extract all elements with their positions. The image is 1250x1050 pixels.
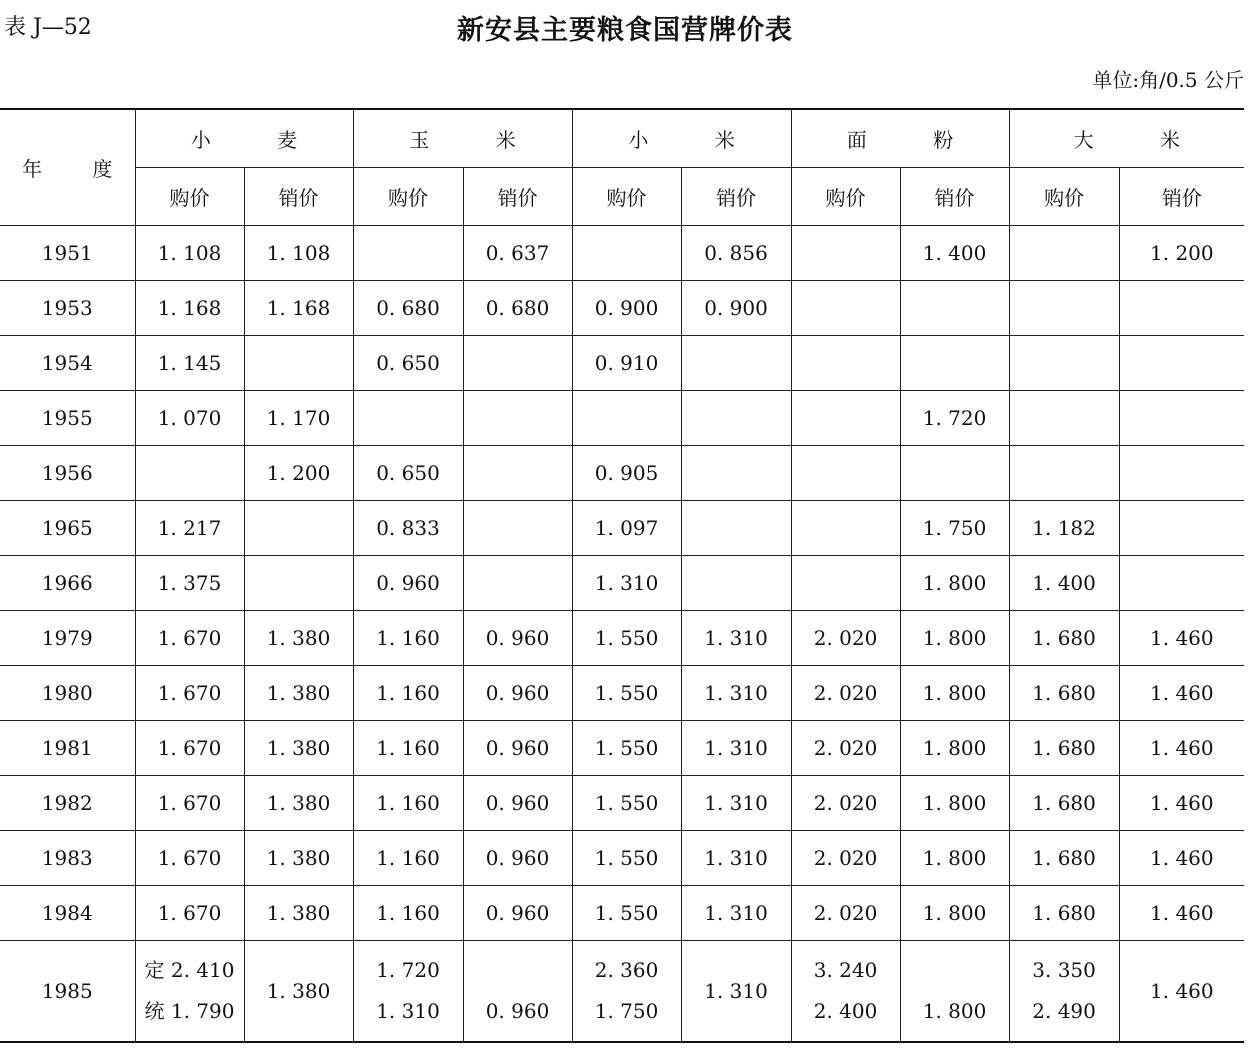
price-cell: 0. 960 — [463, 886, 572, 941]
price-cell: 1. 160 — [353, 721, 463, 776]
price-line: 1. 750 — [594, 999, 659, 1023]
price-cell: 1. 168 — [135, 281, 244, 336]
price-cell: 1. 380 — [244, 776, 353, 831]
price-cell — [791, 446, 900, 501]
price-cell: 2. 020 — [791, 611, 900, 666]
price-cell — [1119, 501, 1244, 556]
price-cell — [463, 446, 572, 501]
price-cell: 1. 380 — [244, 886, 353, 941]
year-cell: 1955 — [0, 391, 135, 446]
price-cell: 1. 670 — [135, 611, 244, 666]
price-cell — [900, 941, 1009, 1043]
price-cell: 1. 680 — [1009, 721, 1119, 776]
price-cell: 1. 380 — [244, 666, 353, 721]
price-table — [0, 108, 1244, 1043]
price-line — [901, 950, 1009, 991]
price-cell — [681, 336, 791, 391]
price-cell: 1. 460 — [1119, 721, 1244, 776]
year-cell: 1980 — [0, 666, 135, 721]
year-cell: 1966 — [0, 556, 135, 611]
price-line: 2. 490 — [1032, 999, 1096, 1023]
price-cell: 1. 380 — [244, 721, 353, 776]
price-cell: 1. 380 — [244, 831, 353, 886]
price-cell: 1. 160 — [353, 666, 463, 721]
sub-header-cell: 购价 — [135, 168, 244, 226]
price-cell: 1. 800 — [900, 886, 1009, 941]
price-line: 1. 380 — [266, 978, 331, 1003]
table-row — [0, 391, 1244, 446]
price-cell: 0. 905 — [572, 446, 681, 501]
price-cell: 1. 375 — [135, 556, 244, 611]
price-cell — [1119, 941, 1244, 1043]
price-cell: 1. 400 — [900, 226, 1009, 281]
price-cell — [1119, 336, 1244, 391]
price-line: 1. 310 — [704, 978, 768, 1003]
price-line: 1. 460 — [1150, 978, 1214, 1003]
price-cell: 1. 680 — [1009, 666, 1119, 721]
year-cell: 1983 — [0, 831, 135, 886]
price-cell: 1. 680 — [1009, 831, 1119, 886]
price-cell — [791, 501, 900, 556]
table-row — [0, 611, 1244, 666]
price-cell: 0. 960 — [463, 666, 572, 721]
price-cell — [791, 226, 900, 281]
year-cell: 1953 — [0, 281, 135, 336]
price-line: 1. 800 — [922, 999, 987, 1023]
price-cell: 1. 160 — [353, 776, 463, 831]
price-cell — [572, 391, 681, 446]
unit-note: 单位:角/0.5 公斤 — [1092, 68, 1244, 92]
price-cell — [463, 556, 572, 611]
price-line — [464, 950, 572, 991]
price-cell: 2. 020 — [791, 721, 900, 776]
price-cell: 1. 182 — [1009, 501, 1119, 556]
price-cell — [463, 941, 572, 1043]
table-row — [0, 226, 1244, 281]
table-row — [0, 556, 1244, 611]
price-cell — [463, 501, 572, 556]
price-cell — [791, 391, 900, 446]
price-cell: 1. 670 — [135, 776, 244, 831]
table-row — [0, 886, 1244, 941]
table-row — [0, 501, 1244, 556]
price-line: 统 1. 790 — [144, 999, 235, 1023]
table-row — [0, 336, 1244, 391]
price-cell — [900, 281, 1009, 336]
price-cell — [244, 336, 353, 391]
group-header-corn: 玉 米 — [353, 109, 572, 168]
sub-header-cell: 销价 — [681, 168, 791, 226]
sub-header-cell: 销价 — [1119, 168, 1244, 226]
price-cell — [681, 391, 791, 446]
price-line: 定 2. 410 — [144, 958, 235, 982]
price-cell: 1. 800 — [900, 776, 1009, 831]
price-cell: 2. 020 — [791, 886, 900, 941]
price-cell — [135, 941, 244, 1043]
price-cell: 1. 800 — [900, 611, 1009, 666]
price-cell — [900, 446, 1009, 501]
price-cell — [1009, 941, 1119, 1043]
price-cell: 1. 670 — [135, 666, 244, 721]
price-line: 2. 400 — [813, 999, 878, 1023]
price-cell: 1. 460 — [1119, 666, 1244, 721]
price-cell: 0. 856 — [681, 226, 791, 281]
price-cell — [1009, 226, 1119, 281]
sub-header-cell: 购价 — [353, 168, 463, 226]
price-cell: 1. 200 — [244, 446, 353, 501]
price-cell: 1. 310 — [572, 556, 681, 611]
price-cell — [353, 941, 463, 1043]
year-cell: 1956 — [0, 446, 135, 501]
price-cell: 1. 160 — [353, 611, 463, 666]
price-cell: 0. 960 — [463, 721, 572, 776]
price-cell: 1. 670 — [135, 721, 244, 776]
year-cell: 1985 — [0, 941, 135, 1043]
price-cell: 1. 800 — [900, 666, 1009, 721]
sub-header-cell: 销价 — [244, 168, 353, 226]
sub-header-cell: 购价 — [1009, 168, 1119, 226]
sub-header-cell: 销价 — [463, 168, 572, 226]
price-cell: 1. 097 — [572, 501, 681, 556]
price-cell: 1. 800 — [900, 721, 1009, 776]
price-cell — [681, 556, 791, 611]
year-cell: 1981 — [0, 721, 135, 776]
group-header-wheat: 小 麦 — [135, 109, 353, 168]
price-cell: 1. 310 — [681, 666, 791, 721]
price-cell: 1. 168 — [244, 281, 353, 336]
price-cell: 0. 833 — [353, 501, 463, 556]
price-cell: 1. 400 — [1009, 556, 1119, 611]
price-cell: 0. 960 — [353, 556, 463, 611]
price-cell — [1009, 281, 1119, 336]
price-cell — [353, 226, 463, 281]
price-cell — [1009, 391, 1119, 446]
price-cell — [1119, 391, 1244, 446]
price-cell — [463, 391, 572, 446]
price-cell: 0. 960 — [463, 776, 572, 831]
year-cell: 1982 — [0, 776, 135, 831]
price-cell: 1. 550 — [572, 886, 681, 941]
price-cell: 1. 720 — [900, 391, 1009, 446]
price-cell: 0. 637 — [463, 226, 572, 281]
price-line: 2. 360 — [594, 958, 659, 982]
price-cell: 0. 680 — [353, 281, 463, 336]
table-row-1985 — [0, 941, 1244, 1043]
price-cell: 0. 960 — [463, 831, 572, 886]
header-row-groups — [0, 109, 1244, 168]
price-cell: 1. 550 — [572, 831, 681, 886]
price-cell: 1. 170 — [244, 391, 353, 446]
price-cell: 1. 460 — [1119, 831, 1244, 886]
price-cell: 0. 910 — [572, 336, 681, 391]
table-row — [0, 281, 1244, 336]
price-cell: 1. 310 — [681, 611, 791, 666]
price-cell: 0. 900 — [681, 281, 791, 336]
table-row — [0, 446, 1244, 501]
price-cell: 0. 650 — [353, 446, 463, 501]
page-title: 新安县主要粮食国营牌价表 — [457, 15, 793, 46]
price-cell: 1. 310 — [681, 776, 791, 831]
year-cell: 1954 — [0, 336, 135, 391]
price-cell — [791, 336, 900, 391]
year-cell: 1979 — [0, 611, 135, 666]
table-row — [0, 666, 1244, 721]
price-cell — [900, 336, 1009, 391]
year-header: 年 度 — [0, 109, 135, 226]
sub-header-cell: 销价 — [900, 168, 1009, 226]
group-header-millet: 小 米 — [572, 109, 791, 168]
price-cell: 1. 160 — [353, 886, 463, 941]
price-cell — [1009, 336, 1119, 391]
price-cell — [135, 446, 244, 501]
table-label: 表 J—52 — [4, 15, 92, 40]
price-cell: 1. 200 — [1119, 226, 1244, 281]
price-cell: 1. 800 — [900, 831, 1009, 886]
sub-header-cell: 购价 — [791, 168, 900, 226]
year-cell: 1984 — [0, 886, 135, 941]
price-cell: 1. 460 — [1119, 611, 1244, 666]
price-cell: 1. 380 — [244, 611, 353, 666]
price-cell: 1. 550 — [572, 776, 681, 831]
table-row — [0, 831, 1244, 886]
price-cell — [244, 501, 353, 556]
price-cell: 1. 800 — [900, 556, 1009, 611]
price-cell — [681, 446, 791, 501]
price-cell — [244, 556, 353, 611]
price-cell: 1. 310 — [681, 831, 791, 886]
price-cell — [244, 941, 353, 1043]
price-cell: 1. 670 — [135, 831, 244, 886]
sub-header-cell: 购价 — [572, 168, 681, 226]
price-cell: 0. 900 — [572, 281, 681, 336]
table-row — [0, 721, 1244, 776]
price-cell — [681, 501, 791, 556]
price-cell — [353, 391, 463, 446]
table-body — [0, 226, 1244, 1043]
price-cell: 0. 680 — [463, 281, 572, 336]
price-cell: 2. 020 — [791, 666, 900, 721]
price-cell — [572, 226, 681, 281]
price-cell: 1. 460 — [1119, 776, 1244, 831]
group-header-rice: 大 米 — [1009, 109, 1244, 168]
group-header-flour: 面 粉 — [791, 109, 1009, 168]
header-row-prices — [0, 168, 1244, 226]
price-cell: 1. 680 — [1009, 611, 1119, 666]
price-cell: 1. 550 — [572, 666, 681, 721]
price-cell: 1. 550 — [572, 611, 681, 666]
price-cell — [572, 941, 681, 1043]
price-cell — [1119, 281, 1244, 336]
price-cell: 1. 160 — [353, 831, 463, 886]
price-cell — [1009, 446, 1119, 501]
price-cell: 1. 680 — [1009, 886, 1119, 941]
price-cell: 1. 217 — [135, 501, 244, 556]
table-row — [0, 776, 1244, 831]
price-cell — [681, 941, 791, 1043]
price-line: 3. 350 — [1032, 958, 1096, 982]
price-cell — [791, 281, 900, 336]
year-cell: 1965 — [0, 501, 135, 556]
price-cell: 1. 070 — [135, 391, 244, 446]
price-cell: 1. 550 — [572, 721, 681, 776]
price-cell — [1119, 556, 1244, 611]
price-cell: 1. 310 — [681, 886, 791, 941]
price-cell: 1. 108 — [135, 226, 244, 281]
price-line: 1. 310 — [376, 999, 440, 1023]
price-cell: 1. 460 — [1119, 886, 1244, 941]
price-cell: 1. 108 — [244, 226, 353, 281]
price-cell: 1. 750 — [900, 501, 1009, 556]
price-cell — [791, 941, 900, 1043]
price-cell — [1119, 446, 1244, 501]
price-cell: 1. 680 — [1009, 776, 1119, 831]
price-cell: 1. 670 — [135, 886, 244, 941]
price-cell: 0. 960 — [463, 611, 572, 666]
year-cell: 1951 — [0, 226, 135, 281]
price-cell — [463, 336, 572, 391]
price-cell: 1. 310 — [681, 721, 791, 776]
price-line: 1. 720 — [376, 958, 440, 982]
price-cell: 0. 650 — [353, 336, 463, 391]
price-cell — [791, 556, 900, 611]
price-line: 0. 960 — [485, 999, 550, 1023]
price-cell: 1. 145 — [135, 336, 244, 391]
price-cell: 2. 020 — [791, 831, 900, 886]
price-line: 3. 240 — [813, 958, 878, 982]
price-cell: 2. 020 — [791, 776, 900, 831]
